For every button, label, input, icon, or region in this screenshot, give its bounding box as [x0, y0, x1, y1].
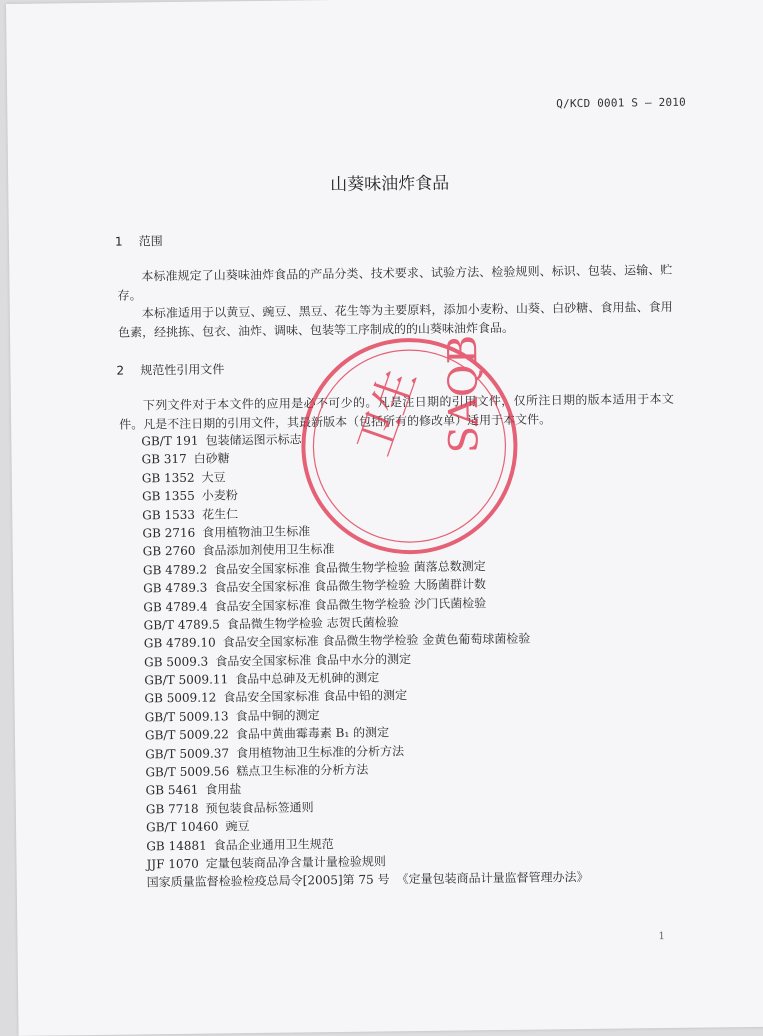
reference-title: 大豆 — [201, 470, 226, 485]
reference-code: GB 1352 — [141, 470, 195, 486]
reference-code: GB/T 191 — [141, 433, 199, 449]
reference-code: GB 7718 — [145, 801, 199, 817]
reference-title: 小麦粉 — [201, 488, 238, 503]
reference-title: 食品安全国家标准 食品微生物学检验 金黄色葡萄球菌检验 — [222, 631, 531, 650]
reference-title: 《定量包装商品计量监督管理办法》 — [396, 870, 589, 887]
reference-title: 食品安全国家标准 食品微生物学检验 沙门氏菌检验 — [214, 595, 487, 614]
reference-title: 定量包装商品净含量计量检验规则 — [205, 854, 386, 871]
reference-code: GB 317 — [141, 452, 187, 467]
section-title: 规范性引用文件 — [140, 362, 225, 378]
reference-title: 食用盐 — [205, 782, 242, 798]
reference-title: 食用植物油卫生标准 — [202, 524, 311, 540]
reference-title: 食品微生物学检验 志贺氏菌检验 — [226, 615, 399, 632]
reference-title: 食品企业通用卫生规范 — [213, 836, 334, 853]
stamp-chinese-text: 卫生 — [349, 362, 427, 463]
reference-code: GB 4789.4 — [143, 599, 208, 614]
reference-title: 食品中总砷及无机砷的测定 — [235, 670, 380, 687]
reference-code: GB 4789.10 — [143, 635, 216, 651]
reference-title: 食品安全国家标准 食品中水分的测定 — [215, 651, 412, 669]
section-2-heading — [116, 360, 224, 378]
reference-title: 食品安全国家标准 食品微生物学检验 菌落总数测定 — [214, 558, 486, 577]
reference-title: 包装储运图示标志 — [205, 432, 302, 448]
standard-code: Q/KCD 0001 S — 2010 — [556, 95, 686, 111]
reference-code: GB/T 5009.37 — [145, 745, 230, 761]
reference-code: GB 1533 — [142, 507, 196, 522]
references-intro: 下列文件对于本文件的应用是必不可少的。凡是注日期的引用文件，仅所注日期的版本适用于本文件。凡是不注日期的引用文件，其最新版本（包括所有的修改单）适用于本文件。 — [119, 391, 674, 432]
section-number: 1 — [114, 234, 123, 249]
document-page — [6, 0, 763, 1036]
reference-title: 糕点卫生标准的分析方法 — [236, 762, 369, 779]
section-number: 2 — [116, 363, 125, 378]
reference-title: 食品添加剂使用卫生标准 — [202, 542, 335, 558]
reference-code: GB 2716 — [142, 525, 196, 541]
reference-code: GB 14881 — [146, 838, 207, 853]
reference-title: 花生仁 — [201, 506, 239, 522]
reference-code: GB 1355 — [141, 488, 195, 504]
reference-code: GB 4789.2 — [142, 562, 208, 578]
scope-paragraph-2: 本标准适用于以黄豆、豌豆、黑豆、花生等为主要原料，添加小麦粉、山葵、白砂糖、食用盐、食用色素，经挑拣、包衣、油炸、调味、包装等工序制成的的山葵味油炸食品。 — [117, 299, 673, 340]
document-title: 山葵味油炸食品 — [330, 173, 450, 196]
reference-code: 国家质量监督检验检疫总局令[2005]第 75 号 — [146, 872, 390, 890]
section-1-heading — [115, 232, 163, 250]
reference-code: GB/T 5009.11 — [144, 672, 229, 688]
page-number: 1 — [658, 931, 665, 943]
reference-code: GB/T 10460 — [145, 819, 219, 835]
reference-title: 预包装食品标签通则 — [205, 800, 314, 816]
reference-code: JJF 1070 — [146, 856, 199, 872]
reference-code: GB/T 5009.56 — [145, 764, 230, 780]
reference-code: GB 2760 — [142, 544, 196, 559]
reference-code: GB/T 4789.5 — [143, 617, 220, 633]
reference-title: 食品安全国家标准 食品中铅的测定 — [223, 688, 408, 705]
reference-title: 食品安全国家标准 食品微生物学检验 大肠菌群计数 — [214, 577, 487, 595]
reference-code: GB/T 5009.13 — [144, 709, 229, 725]
reference-code: GB 5009.12 — [144, 690, 217, 706]
stamp-latin-text: SAQB — [440, 334, 488, 454]
reference-title: 白砂糖 — [193, 451, 230, 467]
red-seal-stamp — [296, 333, 524, 561]
reference-code: GB 4789.3 — [143, 580, 208, 596]
section-title: 范围 — [138, 234, 163, 249]
reference-code: GB 5009.3 — [143, 654, 209, 670]
reference-title: 食品中铜的测定 — [235, 708, 320, 724]
reference-code: GB 5461 — [145, 783, 199, 798]
scope-paragraph-1: 本标准规定了山葵味油炸食品的产品分类、技术要求、试验方法、检验规则、标识、包装、运输、贮存。 — [117, 262, 673, 303]
reference-code: GB/T 5009.22 — [144, 727, 229, 743]
reference-title: 食用植物油卫生标准的分析方法 — [235, 743, 405, 760]
reference-title: 食品中黄曲霉毒素 B₁ 的测定 — [235, 725, 390, 742]
reference-title: 豌豆 — [225, 819, 250, 834]
